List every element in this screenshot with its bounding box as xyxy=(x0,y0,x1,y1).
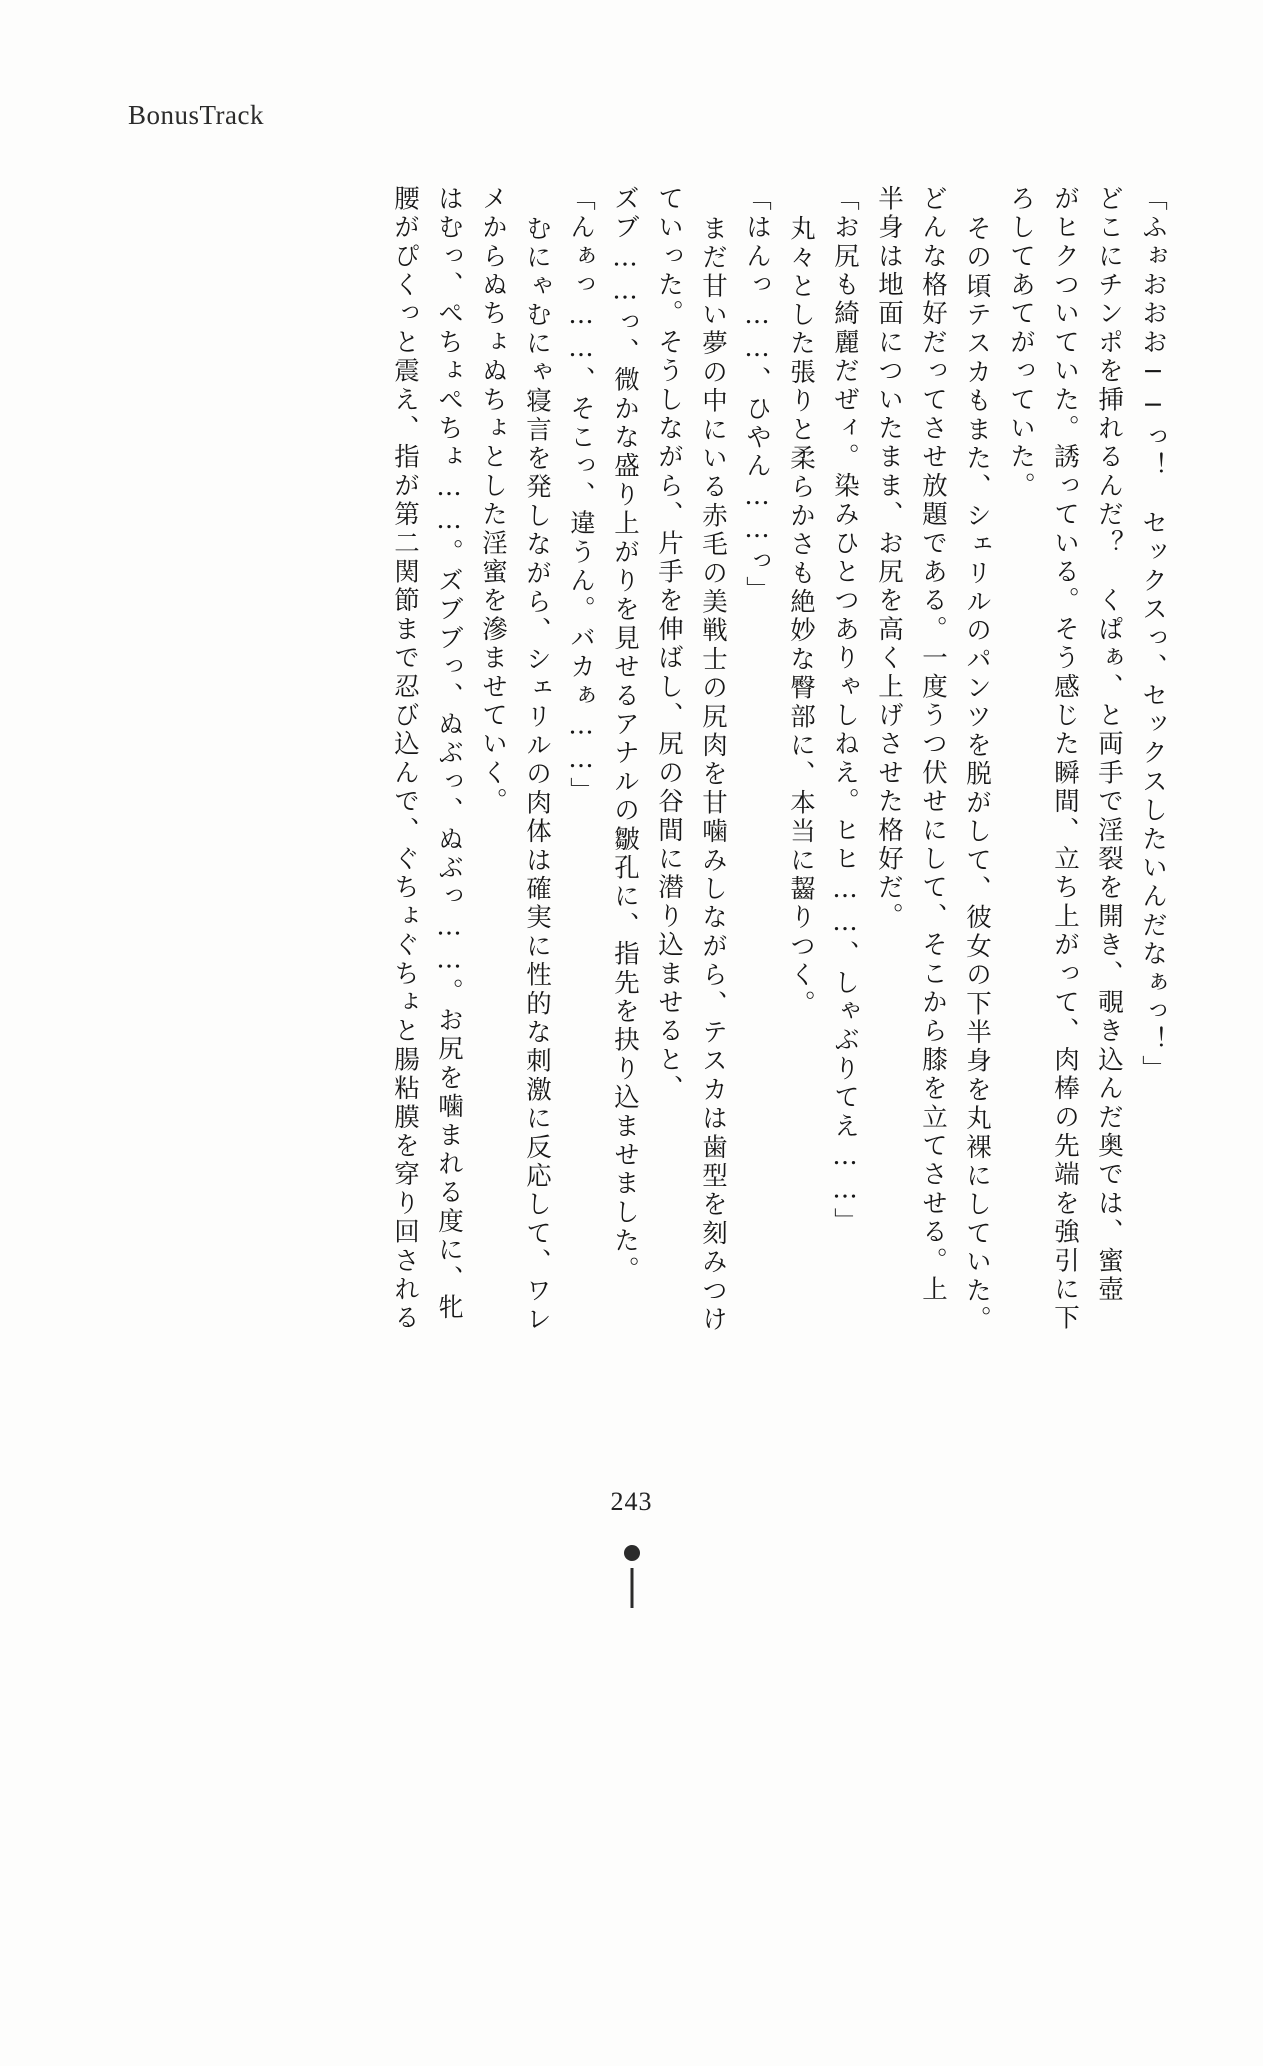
footer-dot-icon xyxy=(624,1545,640,1561)
text-line: まだ甘い夢の中にいる赤毛の美戦士の尻肉を甘噛みしながら、テスカは歯型を刻みつけ xyxy=(698,215,728,1335)
footer-rule-icon xyxy=(630,1568,633,1608)
text-line: 丸々とした張りと柔らかさも絶妙な臀部に、本当に齧りつく。 xyxy=(786,215,816,1019)
text-line: ていった。そうしながら、片手を伸ばし、尻の谷間に潜り込ませると、 xyxy=(654,185,684,1104)
text-line: むにゃむにゃ寝言を発しながら、シェリルの肉体は確実に性的な刺激に反応して、ワレ xyxy=(522,215,552,1335)
text-line: はむっ、ぺちょぺちょ……。ズブブっ、ぬぶっ、ぬぶっ……。お尻を噛まれる度に、牝 xyxy=(434,185,464,1323)
text-line: 腰がぴくっと震え、指が第二関節まで忍び込んで、ぐちょぐちょと腸粘膜を穿り回される xyxy=(390,185,420,1333)
text-line: がヒクついていた。誘っている。そう感じた瞬間、立ち上がって、肉棒の先端を強引に下 xyxy=(1050,185,1080,1333)
text-line: ろしてあてがっていた。 xyxy=(1006,185,1036,501)
page-number: 243 xyxy=(610,1487,653,1516)
text-line: メからぬちょぬちょとした淫蜜を滲ませていく。 xyxy=(478,185,508,817)
text-line: 「ふぉおおお──っ！ セックスっ、セックスしたいんだなぁっ！」 xyxy=(1138,185,1168,1084)
text-line: 「お尻も綺麗だぜィ。染みひとつありゃしねえ。ヒヒ……、しゃぶりてえ……」 xyxy=(830,185,860,1237)
text-line: どこにチンポを挿れるんだ？ くぱぁ、と両手で淫裂を開き、覗き込んだ奥では、蜜壺 xyxy=(1094,185,1124,1305)
text-line: ズブ……っ、微かな盛り上がりを見せるアナルの皺孔に、指先を抉り込ませました。 xyxy=(610,185,640,1285)
text-line: 「はんっ……、ひやん……っ」 xyxy=(742,185,772,605)
text-line: 半身は地面についたまま、お尻を高く上げさせた格好だ。 xyxy=(874,185,904,932)
text-line: 「んぁっ……、そこっ、違うん。バカぁ……」 xyxy=(566,185,596,806)
text-line: どんな格好だってさせ放題である。一度うつ伏せにして、そこから膝を立てさせる。上 xyxy=(918,185,948,1305)
body-text-block xyxy=(90,185,1168,1335)
text-line: その頃テスカもまた、シェリルのパンツを脱がして、彼女の下半身を丸裸にしていた。 xyxy=(962,215,992,1335)
running-head: BonusTrack xyxy=(128,100,265,130)
